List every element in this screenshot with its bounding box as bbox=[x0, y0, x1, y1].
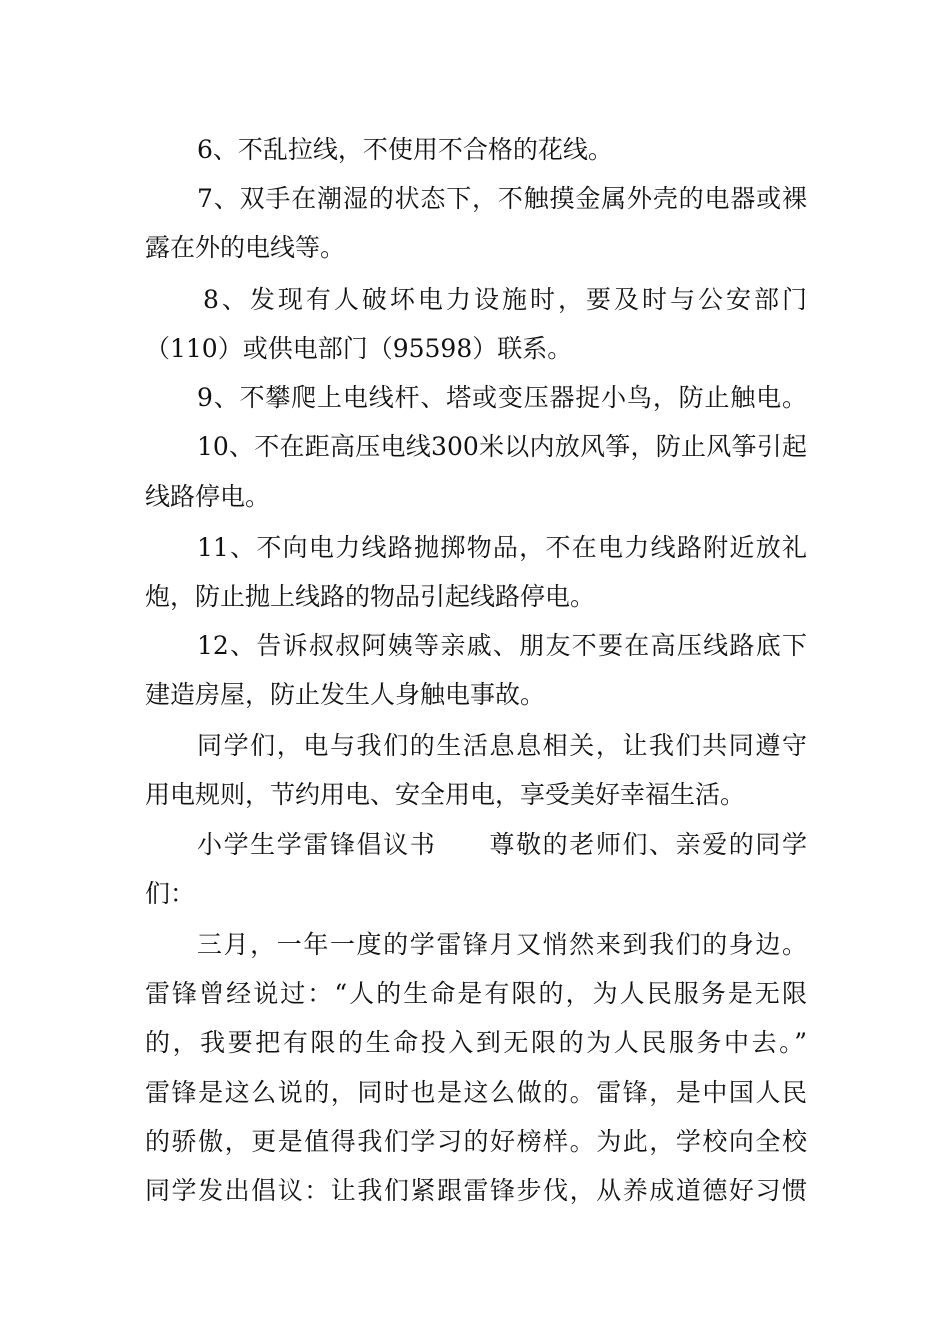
text-line: 12、告诉叔叔阿姨等亲戚、朋友不要在高压线路底下 bbox=[197, 631, 807, 660]
text-line: 雷锋曾经说过：“人的生命是有限的，为人民服务是无限 bbox=[145, 979, 807, 1008]
text-line: 同学发出倡议：让我们紧跟雷锋步伐，从养成道德好习惯 bbox=[145, 1176, 807, 1205]
text-line: 11、不向电力线路抛掷物品，不在电力线路附近放礼 bbox=[197, 533, 807, 562]
text-line: 同学们，电与我们的生活息息相关，让我们共同遵守 bbox=[197, 731, 807, 760]
text-line: 10、不在距高压电线300米以内放风筝，防止风筝引起 bbox=[197, 432, 807, 461]
text-line: 炮，防止抛上线路的物品引起线路停电。 bbox=[145, 582, 596, 611]
text-line: 建造房屋，防止发生人身触电事故。 bbox=[145, 680, 546, 709]
text-line: 小学生学雷锋倡议书 尊敬的老师们、亲爱的同学 bbox=[197, 830, 807, 859]
text-line: 线路停电。 bbox=[145, 482, 271, 511]
text-line: 们： bbox=[145, 879, 196, 908]
text-line: 6、不乱拉线，不使用不合格的花线。 bbox=[197, 135, 613, 164]
text-line: 9、不攀爬上电线杆、塔或变压器捉小鸟，防止触电。 bbox=[197, 383, 807, 412]
text-line: 8、发现有人破坏电力设施时，要及时与公安部门 bbox=[203, 285, 807, 314]
text-line: 露在外的电线等。 bbox=[145, 233, 346, 262]
text-line: 7、双手在潮湿的状态下，不触摸金属外壳的电器或裸 bbox=[197, 184, 807, 213]
text-line: 的骄傲，更是值得我们学习的好榜样。为此，学校向全校 bbox=[145, 1127, 807, 1156]
text-line: 的，我要把有限的生命投入到无限的为人民服务中去。” bbox=[145, 1028, 807, 1057]
text-line: 三月，一年一度的学雷锋月又悄然来到我们的身边。 bbox=[197, 930, 807, 959]
text-line: 用电规则，节约用电、安全用电，享受美好幸福生活。 bbox=[145, 780, 746, 809]
text-line: 雷锋是这么说的，同时也是这么做的。雷锋，是中国人民 bbox=[145, 1078, 807, 1107]
text-line: （110）或供电部门（95598）联系。 bbox=[145, 334, 573, 363]
